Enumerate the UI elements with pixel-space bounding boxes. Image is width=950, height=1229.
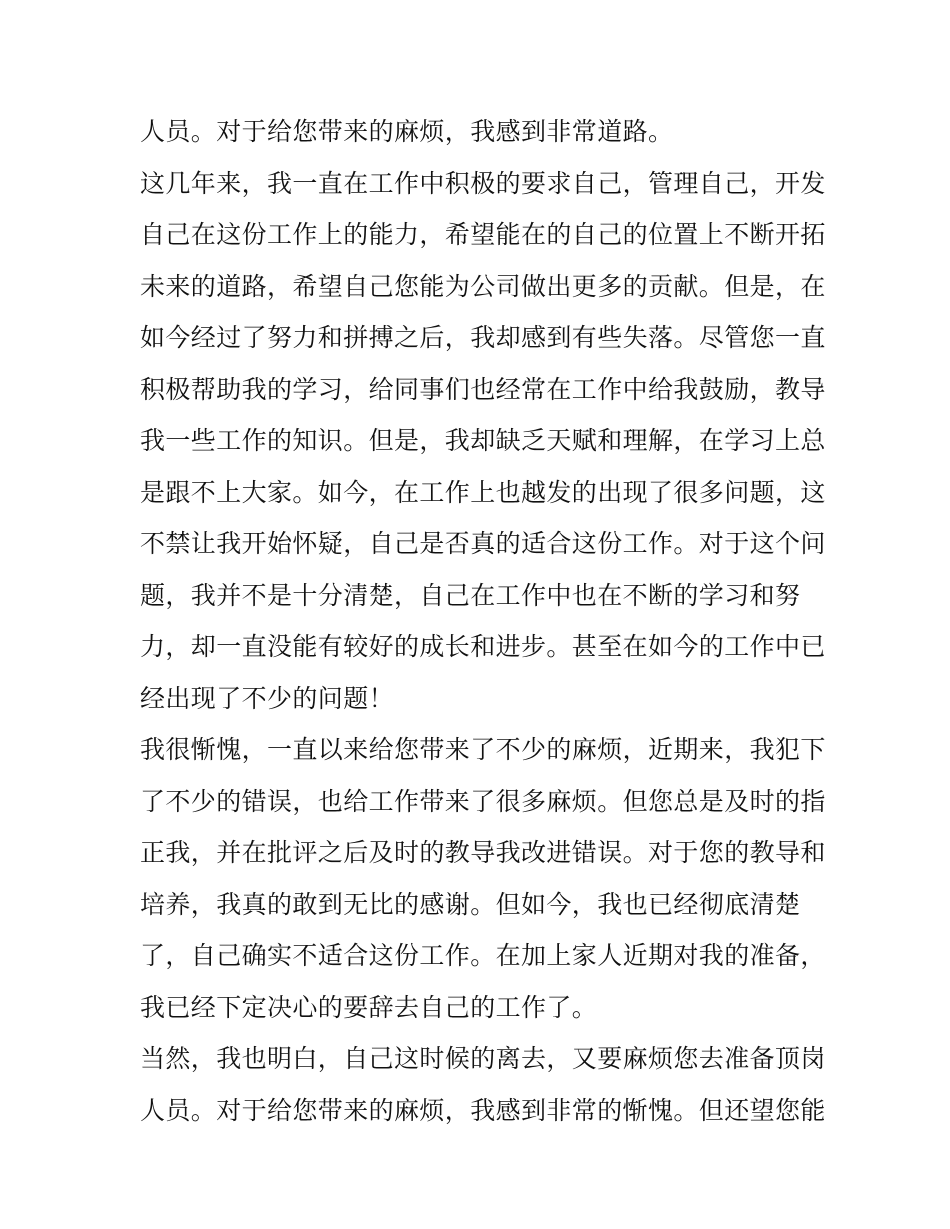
text-line: 培养，我真的敢到无比的感谢。但如今，我也已经彻底清楚: [140, 889, 801, 919]
text-line: 正我，并在批评之后及时的教导我改进错误。对于您的教导和: [140, 838, 826, 867]
text-line: 我一些工作的知识。但是，我却缺乏天赋和理解，在学习上总: [140, 426, 826, 455]
text-line: 经出现了不少的问题！: [140, 683, 395, 713]
text-line: 人员。对于给您带来的麻烦，我感到非常的惭愧。但还望您能: [140, 1095, 826, 1125]
text-line: 力，却一直没能有较好的成长和进步。甚至在如今的工作中已: [140, 632, 826, 661]
text-line: 自己在这份工作上的能力，希望能在的自己的位置上不断开拓: [140, 220, 826, 249]
text-line: 了不少的错误，也给工作带来了很多麻烦。但您总是及时的指: [140, 786, 826, 816]
text-line: 了，自己确实不适合这份工作。在加上家人近期对我的准备，: [140, 941, 826, 970]
text-line: 这几年来，我一直在工作中积极的要求自己，管理自己，开发: [140, 168, 826, 198]
text-line: 如今经过了努力和拼搏之后，我却感到有些失落。尽管您一直: [140, 323, 826, 352]
text-line: 我已经下定决心的要辞去自己的工作了。: [140, 992, 598, 1022]
text-line: 当然，我也明白，自己这时候的离去，又要麻烦您去准备顶岗: [140, 1044, 826, 1073]
text-line: 未来的道路，希望自己您能为公司做出更多的贡献。但是，在: [140, 271, 826, 301]
text-line: 人员。对于给您带来的麻烦，我感到非常道路。: [140, 117, 674, 146]
text-line: 题，我并不是十分清楚，自己在工作中也在不断的学习和努: [140, 580, 801, 610]
text-line: 我很惭愧，一直以来给您带来了不少的麻烦，近期来，我犯下: [140, 735, 826, 764]
text-line: 是跟不上大家。如今，在工作上也越发的出现了很多问题，这: [140, 477, 826, 507]
text-line: 不禁让我开始怀疑，自己是否真的适合这份工作。对于这个问: [140, 529, 826, 558]
document-body: [140, 106, 826, 1136]
text-line: 积极帮助我的学习，给同事们也经常在工作中给我鼓励，教导: [140, 374, 826, 404]
